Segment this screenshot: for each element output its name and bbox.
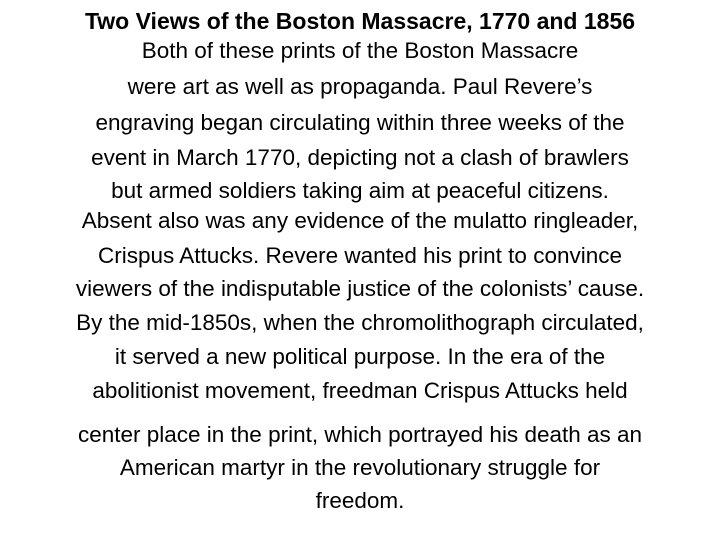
- body-line: Absent also was any evidence of the mulatto ringleader,: [81, 208, 639, 233]
- body-line: Crispus Attucks. Revere wanted his print to convince: [98, 243, 622, 268]
- body-line: center place in the print, which portrayed his death as an: [77, 422, 643, 447]
- body-line: abolitionist movement, freedman Crispus Attucks held: [92, 378, 628, 403]
- body-line: Both of these prints of the Boston Massacre: [141, 38, 579, 63]
- body-line: freedom.: [315, 488, 405, 513]
- body-line: By the mid-1850s, when the chromolithograph circulated,: [76, 310, 644, 335]
- body-line: event in March 1770, depicting not a clash of brawlers: [91, 145, 629, 170]
- body-line: were art as well as propaganda. Paul Revere’s: [127, 74, 593, 99]
- body-line: but armed soldiers taking aim at peaceful citizens.: [111, 178, 609, 203]
- body-line: it served a new political purpose. In the era of the: [114, 344, 606, 369]
- body-line: viewers of the indisputable justice of the colonists’ cause.: [75, 276, 645, 301]
- body-line: engraving began circulating within three weeks of the: [95, 110, 625, 135]
- slide-title: Two Views of the Boston Massacre, 1770 and 1856: [84, 8, 636, 34]
- body-line: American martyr in the revolutionary struggle for: [119, 455, 601, 480]
